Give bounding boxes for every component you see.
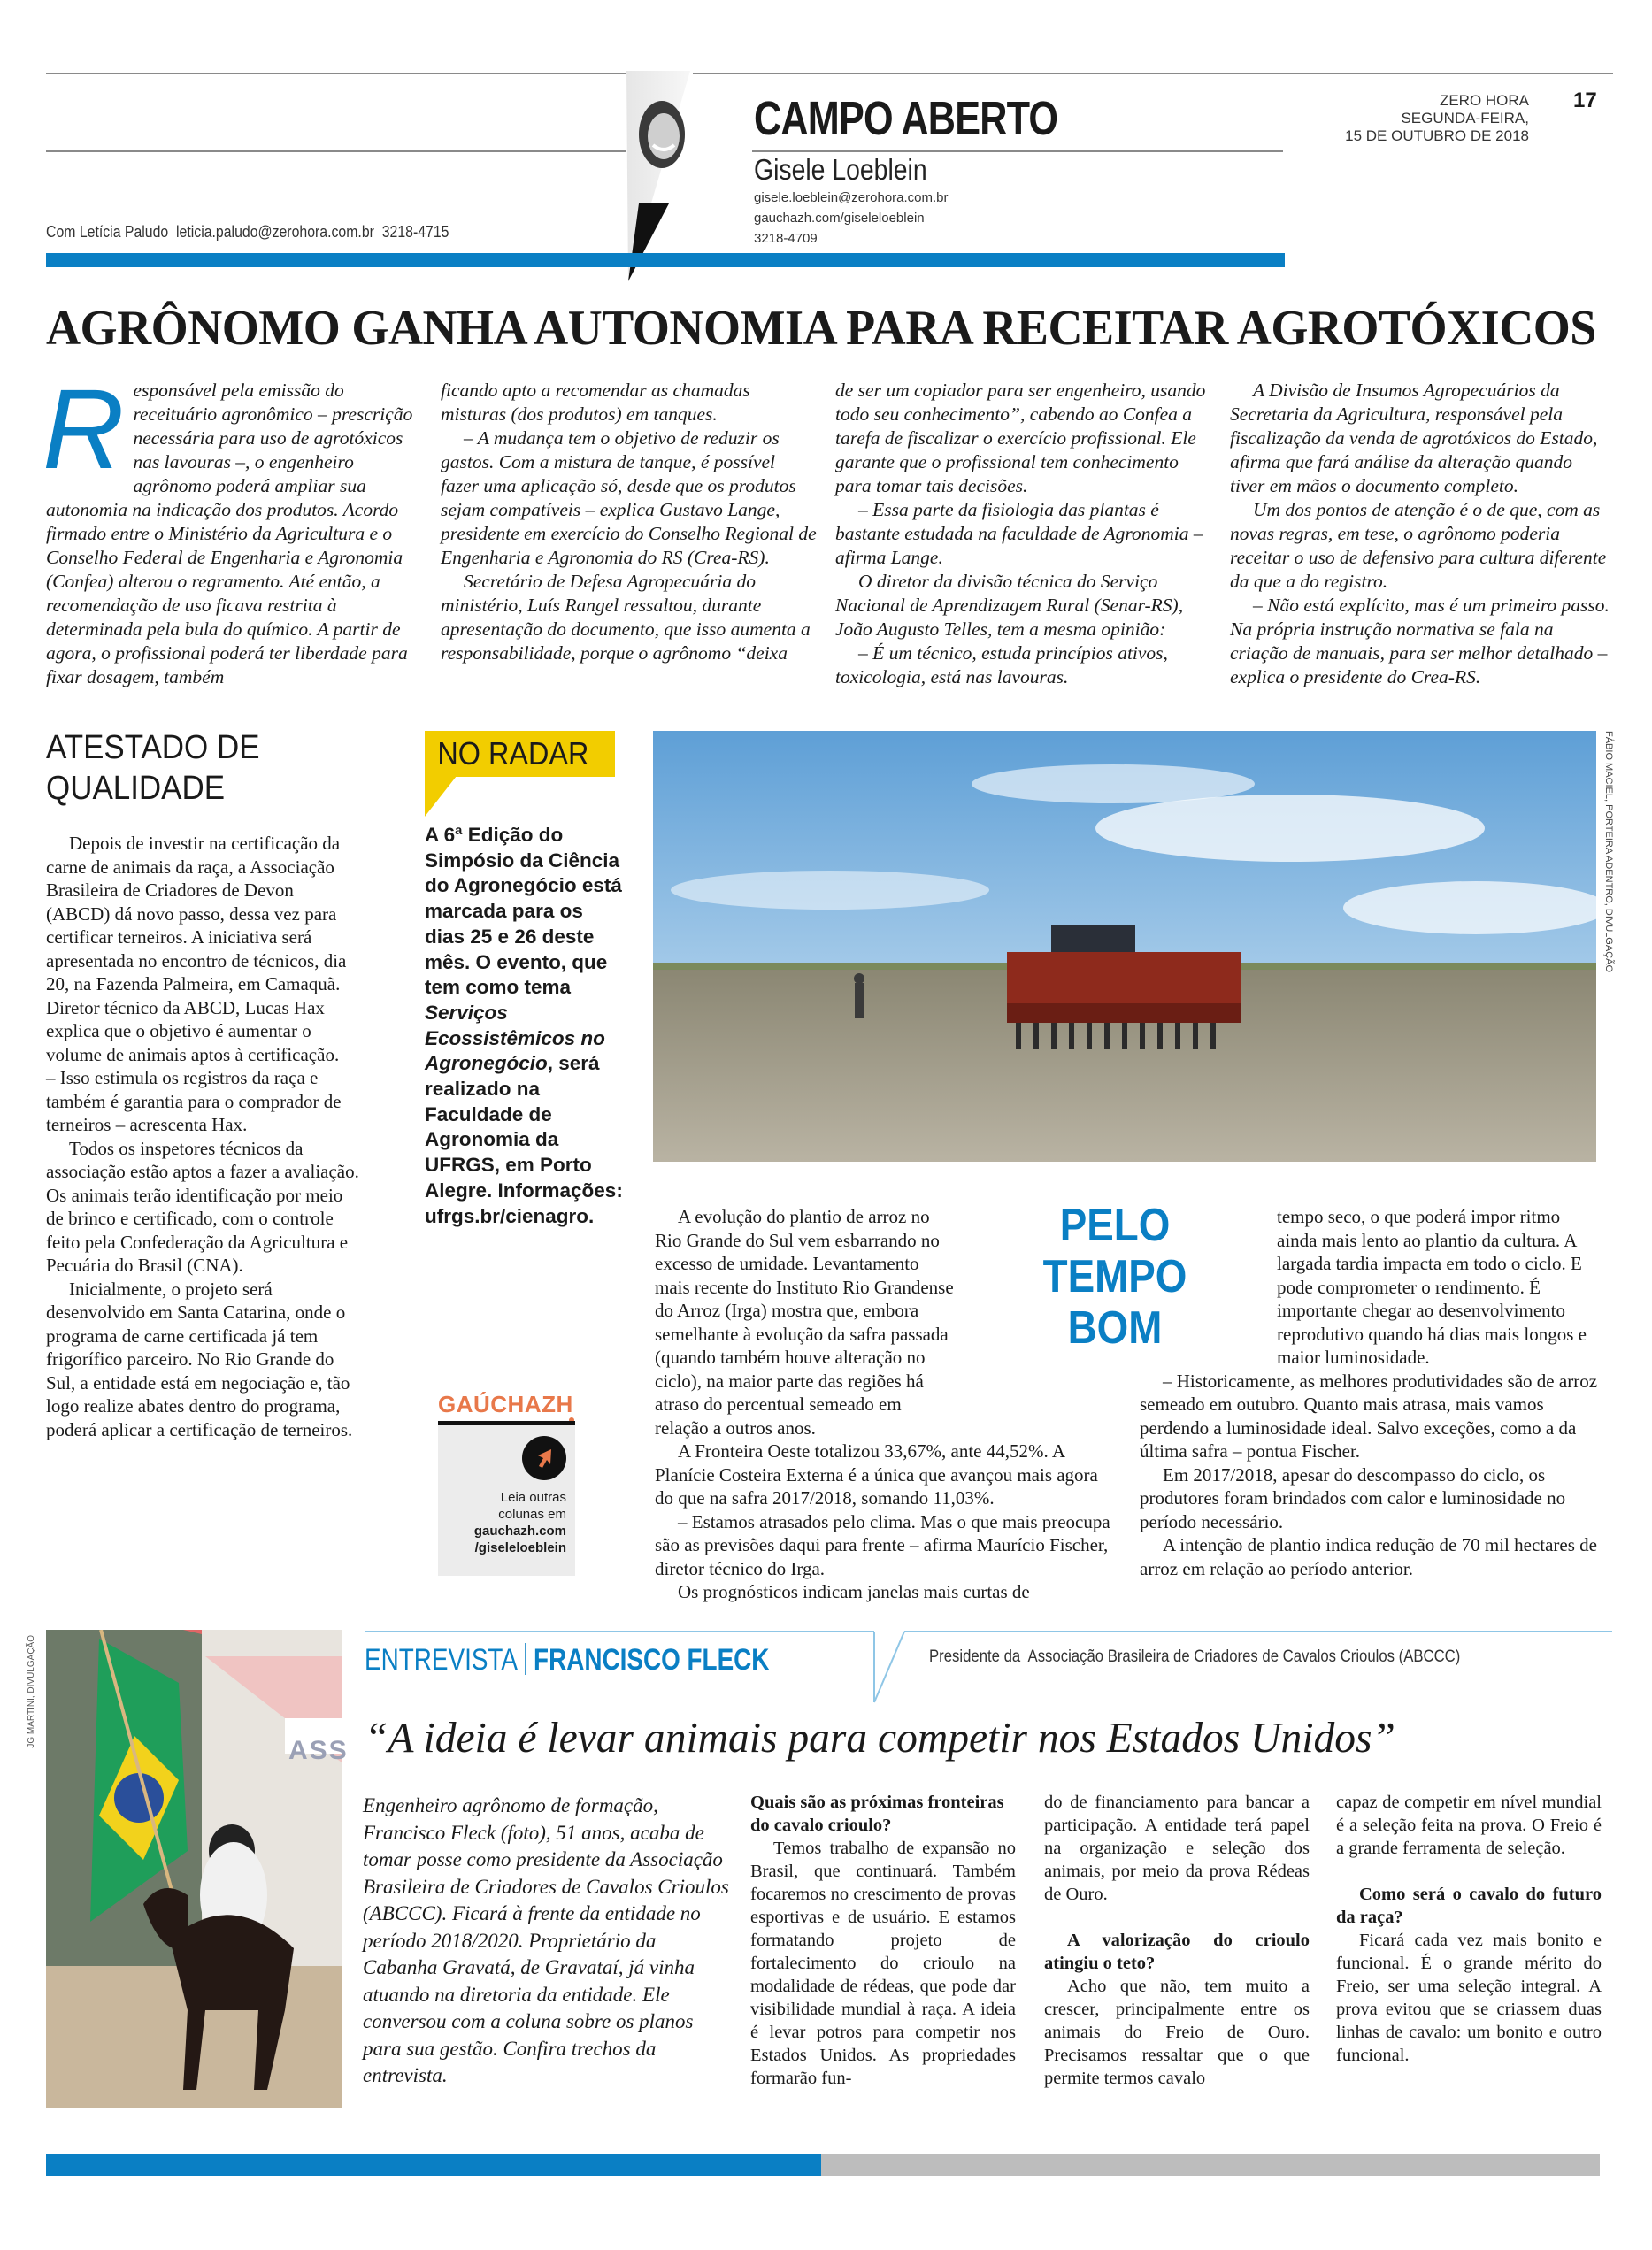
paragraph: Secretário de Defesa Agropecuária do ministério, Luís Rangel ressaltou, durante apresentação do documento, que isso aumenta a responsabilidade, porque o agrônomo “deixa <box>441 571 811 664</box>
paragraph: de ser um copiador para ser engenheiro, usando todo seu conhecimento”, cabendo ao Confea a tarefa de fiscalizar o exercício profissional. Ele garante que o profissional tem conhecimento para tomar tais decisões. <box>835 380 1206 496</box>
radar-text-italic: Serviços Ecossistêmicos no Agronegócio <box>425 1001 605 1075</box>
photo-credit-field: FÁBIO MACIEL, PORTEIRA ADENTRO, DIVULGAÇÃO <box>1603 731 1614 973</box>
rice-right-col <box>1140 1205 1604 1580</box>
main-col-2 <box>441 379 817 665</box>
interview-col-2 <box>1044 1791 1310 2090</box>
interview-col-3 <box>1336 1791 1602 2067</box>
arrow-icon <box>522 1436 566 1480</box>
answer-2: Acho que não, tem muito a crescer, principalmente entre os animais do Freio de Ouro. Precisamos ressaltar que o que permite termos cavalo <box>1044 1977 1310 2088</box>
header-blue-bar <box>46 253 1285 267</box>
paragraph: – Estamos atrasados pelo clima. Mas o que mais preocupa são as previsões daqui para frente – afirma Maurício Fischer, diretor técnico do Irga. <box>655 1510 1110 1579</box>
paragraph: Depois de investir na certificação da carne de animais da raça, a Associação Brasileira de Criadores de Devon (ABCD) dá novo passo, dessa vez para certificar terneiros. A iniciativa será apresentada no encontro de técnicos, dia 20, na Fazenda Palmeira, em Camaquã. Diretor técnico da ABCD, Lucas Hax explica que o objetivo é aumentar o volume de animais aptos à certificação. <box>46 833 347 1065</box>
columnist-name: Gisele Loeblein <box>754 153 927 186</box>
promo-line2: colunas em <box>498 1507 566 1522</box>
newspaper-dateline <box>1292 92 1529 145</box>
cursor-icon <box>522 1436 566 1480</box>
promo-link1[interactable]: gauchazh.com <box>473 1524 566 1539</box>
paragraph: – Historicamente, as melhores produtividades são de arroz semeado em outubro. Quanto mais atrasa, mais vamos perdendo a luminosidade ideal. Salvo exceções, como a da última safra – pontua Fischer. <box>1140 1370 1598 1462</box>
top-rule-left <box>46 73 626 74</box>
paragraph: Um dos pontos de atenção é o de que, com as novas regras, em tese, o agrônomo poderia receitar o uso de defensivo para cultura diferente da que a do registro. <box>1230 499 1607 592</box>
paragraph: Os prognósticos indicam janelas mais curtas de <box>678 1581 1030 1602</box>
atestado-title-line1: ATESTADO DE <box>46 729 260 766</box>
horseman-sign-text: ASS <box>288 1736 349 1765</box>
paragraph: A Fronteira Oeste totalizou 33,67%, ante 44,52%. A Planície Costeira Externa é a única que avançou mais agora do que na safra 2017/2018, somando 11,03%. <box>655 1440 1098 1509</box>
interview-header <box>365 1642 769 1678</box>
radar-text-b: , será realizado na Faculdade de Agronomia da UFRGS, em Porto Alegre. Informações: ufrgs.br/cienagro. <box>425 1052 623 1227</box>
paragraph: – A mudança tem o objetivo de reduzir os gastos. Com a mistura de tanque, é possível fazer uma aplicação só, desde que os produtos sejam compatíveis – explica Gustavo Lange, presidente em exercício do Conselho Regional de Engenharia e Agronomia do RS (Crea-RS). <box>441 427 817 568</box>
mid-rule-left <box>46 150 626 152</box>
paragraph: – Essa parte da fisiologia das plantas é bastante estudada na faculdade de Agronomia – afirma Lange. <box>835 499 1203 568</box>
page-number: 17 <box>1573 88 1597 112</box>
paragraph: ficando apto a recomendar as chamadas misturas (dos produtos) em tanques. <box>441 380 750 425</box>
main-col-4 <box>1230 379 1610 689</box>
paragraph: – Isso estimula os registros da raça e também é garantia para o comprador de terneiros – acrescenta Hax. <box>46 1067 342 1135</box>
headline-wrap-spacer <box>1140 1205 1277 1347</box>
weekday: SEGUNDA-FEIRA, <box>1401 110 1529 127</box>
columnist-email: gisele.loeblein@zerohora.com.br <box>754 190 949 205</box>
promo-line1: Leia outras <box>500 1490 566 1505</box>
question-1: Quais são as próximas fronteiras do cavalo crioulo? <box>750 1793 1004 1835</box>
collaborator-line: Com Letícia Paludo leticia.paludo@zerohora.com.br 3218-4715 <box>46 223 449 241</box>
radar-pointer <box>425 776 460 818</box>
footer-bar-blue <box>46 2154 821 2176</box>
paragraph: tempo seco, o que poderá impor ritmo ainda mais lento ao plantio da cultura. A largada tardia impacta em todo o ciclo. E pode comprometer o rendimento. É importante chegar ao desenvolvimento reprodutivo quando há dias mais longos e maior luminosidade. <box>1277 1206 1587 1368</box>
atestado-body <box>46 832 360 1441</box>
paragraph: – É um técnico, estuda princípios ativos, toxicologia, está nas lavouras. <box>835 642 1168 687</box>
promo-box[interactable] <box>438 1425 575 1576</box>
paragraph: Em 2017/2018, apesar do descompasso do ciclo, os produtores foram brindados com calor e luminosidade no período necessário. <box>1140 1463 1566 1532</box>
radar-label: NO RADAR <box>437 735 589 772</box>
paragraph: O diretor da divisão técnica do Serviço Nacional de Aprendizagem Rural (Senar-RS), João Augusto Telles, tem a mesma opinião: <box>835 571 1184 640</box>
answer-1: Temos trabalho de expansão no Brasil, que continuará. Também focaremos no crescimento de provas esportivas e de usuário. E estamos formatando projeto de fortalecimento do crioulo na modalidade de rédeas, que pode dar visibilidade mundial à raça. A ideia é levar potros para competir nos Estados Unidos. As propriedades formarão fun- <box>750 1839 1016 2088</box>
radar-text <box>425 823 624 1229</box>
question-2: A valorização do crioulo atingiu o teto? <box>1044 1931 1310 1973</box>
paragraph: A intenção de plantio indica redução de 70 mil hectares de arroz em relação ao período anterior. <box>1140 1534 1597 1579</box>
columnist-site[interactable]: gauchazh.com/giseleloeblein <box>754 211 925 226</box>
horseman-photo <box>46 1630 342 2108</box>
atestado-title-line2: QUALIDADE <box>46 770 226 807</box>
section-title: CAMPO ABERTO <box>754 92 1058 145</box>
paragraph: Inicialmente, o projeto será desenvolvido em Santa Catarina, onde o programa de carne certificada já tem frigorífico parceiro. No Rio Grande do Sul, a entidade está em negociação e, tão logo realize abates dentro do programa, poderá aplicar a certificação de terneiros. <box>46 1278 353 1440</box>
columnist-portrait <box>626 71 750 283</box>
promo-link2[interactable]: /giseleloeblein <box>474 1540 566 1555</box>
interview-divider <box>525 1643 526 1675</box>
radar-text-a: A 6ª Edição do Simpósio da Ciência do Agronegócio está marcada para os dias 25 e 26 deste mês. O evento, que tem como tema <box>425 824 622 999</box>
interview-name: FRANCISCO FLECK <box>534 1643 770 1677</box>
interview-quote: “A ideia é levar animais para competir nos Estados Unidos” <box>365 1713 1395 1762</box>
interview-label: ENTREVISTA <box>365 1643 518 1677</box>
footer-bar-gray <box>821 2154 1600 2176</box>
paragraph: A Divisão de Insumos Agropecuários da Secretaria da Agricultura, responsável pela fiscalização da venda de agrotóxicos do Estado, afirma que fará análise da alteração quando tiver em mãos o documento completo. <box>1230 380 1598 496</box>
interview-intro: Engenheiro agrônomo de formação, Francisco Fleck (foto), 51 anos, acaba de tomar posse como presidente da Associação Brasileira de Criadores de Cavalos Crioulos (ABCCC). Ficará à frente da entidade no período 2018/2020. Proprietário da Cabanha Gravatá, de Gravataí, já vinha atuando na diretoria da entidade. Ele conversou com a coluna sobre os planos para sua gestão. Confira trechos da entrevista. <box>363 1794 729 2086</box>
main-col-3 <box>835 379 1211 689</box>
answer-1-cont: do de financiamento para bancar a participação. A entidade terá papel na organização e seleção dos animais, por meio da prova Rédeas de Ouro. <box>1044 1793 1310 1904</box>
drop-cap: R <box>42 366 125 493</box>
photo-credit-horse: JG MARTINI, DIVULGAÇÃO <box>27 1635 36 1748</box>
top-rule-right <box>693 73 1613 74</box>
atestado-title <box>46 727 260 809</box>
main-headline: AGRÔNOMO GANHA AUTONOMIA PARA RECEITAR AGROTÓXICOS <box>46 301 1596 356</box>
paragraph: Todos os inspetores técnicos da associação estão aptos a fazer a avaliação. Os animais terão identificação por meio de brinco e certificado, com o controle feito pela Confederação da Agricultura e Pecuária do Brasil (CNA). <box>46 1137 359 1276</box>
interview-role: Presidente da Associação Brasileira de Criadores de Cavalos Crioulos (ABCCC) <box>929 1647 1461 1666</box>
gauchazh-logo: GAÚCHAZH <box>438 1391 573 1417</box>
radar-label-box <box>425 731 615 777</box>
main-col-1 <box>42 366 418 689</box>
paragraph: – Não está explícito, mas é um primeiro passo. Na própria instrução normativa se fala na criação de manuais, para ser melhor detalhado – explica o presidente do Crea-RS. <box>1230 595 1610 687</box>
rice-headline-line1: PELO TEMPO <box>1042 1200 1187 1302</box>
interview-col-1 <box>750 1791 1016 2090</box>
date: 15 DE OUTUBRO DE 2018 <box>1345 127 1529 144</box>
main-col-1-text: esponsável pela emissão do receituário agronômico – prescrição necessária para uso de agrotóxicos nas lavouras –, o engenheiro agrônomo poderá ampliar sua autonomia na indicação dos produtos. Acordo firmado entre o Ministério da Agricultura e o Conselho Federal de Engenharia e Agronomia (Confea) alterou o regramento. Até então, a recomendação de uso ficava restrita à determinada pela bula do químico. A partir de agora, o profissional poderá ter liberdade para fixar dosagem, também <box>46 380 413 687</box>
rice-left-col <box>655 1205 1115 1604</box>
paragraph: A evolução do plantio de arroz no Rio Grande do Sul vem esbarrando no excesso de umidade. Levantamento mais recente do Instituto Rio Grandense do Arroz (Irga) mostra que, embora semelhante à evolução da safra passada (quando também houve alteração no ciclo), na maior parte das regiões há atraso do percentual semeado em relação a outros anos. <box>655 1206 954 1439</box>
newspaper-name: ZERO HORA <box>1439 92 1529 109</box>
tractor-field-photo <box>653 731 1596 1162</box>
answer-3: Ficará cada vez mais bonito e funcional. É o grande mérito do Freio, ser uma seleção integral. A prova evitou que se criassem duas linhas de cavalo: um bonito e outro funcional. <box>1336 1931 1602 2065</box>
rice-headline-line2: BOM <box>1067 1302 1163 1354</box>
question-3: Como será o cavalo do futuro da raça? <box>1336 1885 1602 1927</box>
answer-2-cont: capaz de competir em nível mundial é a seleção feita na prova. O Freio é a grande ferramenta de seleção. <box>1336 1793 1602 1858</box>
columnist-phone: 3218-4709 <box>754 231 818 246</box>
